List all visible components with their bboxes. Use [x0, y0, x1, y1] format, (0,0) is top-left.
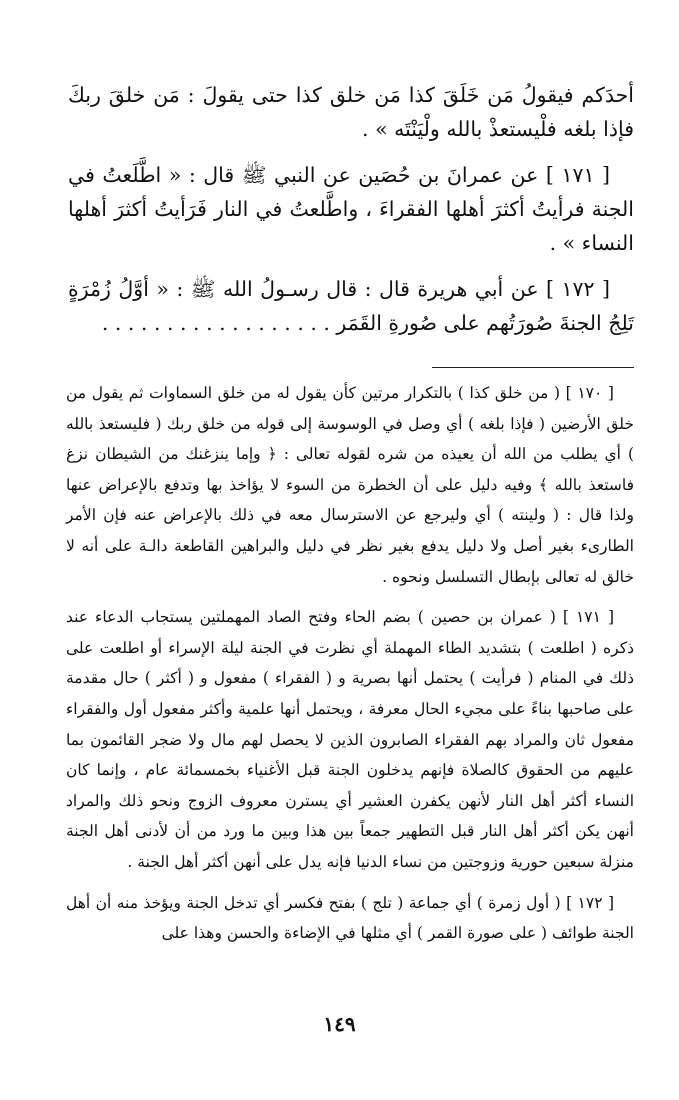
commentary-172: [ ١٧٢ ] ( أول زمرة ) أي جماعة ( تلج ) بفتح فكسر أي تدخل الجنة ويؤخذ منه أن أهل الجنة طوائف ( على صورة القمر ) أي مثلها في الإضاءة والحسن وهذا على [66, 893, 634, 943]
hadith-171: [ ١٧١ ] عن عمرانَ بن حُصَين عن النبي ﷺ قال : « اطَّلَعتُ في الجنة فرأيتُ أكثرَ أهلها الفقراءَ ، واطَّلعتُ في النار فَرَأيتُ أكثرَ أهلها النساء » . [68, 163, 634, 255]
hadith-172: [ ١٧٢ ] عن أبي هريرة قال : قال رسـولُ الله ﷺ : « أوَّلُ زُمْرَةٍ تَلِجُ الجنةَ صُورَتُهم على صُورةِ القَمَر . . . . . . . . . . . . . . . . . . [68, 277, 634, 335]
commentary-171: [ ١٧١ ] ( عمران بن حصين ) بضم الحاء وفتح الصاد المهملتين يستجاب الدعاء عند ذكره ( اطلعت ) بتشديد الطاء المهملة أي نظرت في الجنة ليلة الإسراء أو اطلعت على ذلك في المنام ( فرأيت ) يحتمل أنها بصرية و ( الفقراء ) مفعول و ( أكثر ) حال مقدمة على صاحبها بناءً على مجيء الحال معرفة ، ويحتمل أنها علمية وأكثر مفعول أول والفقراء مفعول ثان والمراد بهم الفقراء الصابرون الذين لا يحصل لهم مال ولا ضجر القائمون بما عليهم من الحقوق كالصلاة فإنهم يدخلون الجنة قبل الأغنياء بخمسمائة عام ، وإنما كان النساء أكثر أهل النار لأنهن يكفرن العشير أي يسترن معروف الزوج ونحو ذلك والمراد أنهن يكن أكثر أهل النار قبل التطهير جمعاً بين هذا وبين ما ورد من أن لأدنى أهل الجنة منزلة سبعين حورية وزوجتين من نساء الدنيا فإنه يدل على أنهن أكثر أهل الجنة . [66, 608, 634, 871]
page-number: ١٤٩ [323, 1012, 356, 1036]
footnote-separator-rule [432, 367, 634, 368]
commentary-170: [ ١٧٠ ] ( من خلق كذا ) بالتكرار مرتين كأن يقول له من خلق السماوات ثم يقول من خلق الأرضين ( فإذا بلغه ) أي وصل في الوسوسة إلى قوله من خلق ربك ( فليستعذ بالله ) أي يطلب من الله أن يعيذه من شره لقوله تعالى : ﴿ وإما ينزغنك من الشيطان نزغ فاستعذ بالله ﴾ وفيه دليل على أن الخطرة من السوء لا يؤاخذ بها وتدفع بالإعراض عنها ولذا قال : ( ولينته ) أي وليرجع عن الاسترسال معه في ذلك بالإعراض عنه فإن الأمر الطارىء بغير أصل ولا دليل يدفع بغير نظر في دليل والبراهين القاطعة دالـة على أنه لا خالق له تعالى بإبطال التسلسل ونحوه . [66, 384, 634, 586]
hadith-text [68, 78, 634, 340]
hadith-170-ending: أحدَكم فيقولُ مَن خَلَقَ كذا مَن خلق كذا حتى يقولَ : مَن خلقَ ربكَ فإذا بلغه فلْيستعذْ بالله ولْيَنْتَه » . [68, 83, 634, 141]
commentary-section [66, 378, 634, 949]
